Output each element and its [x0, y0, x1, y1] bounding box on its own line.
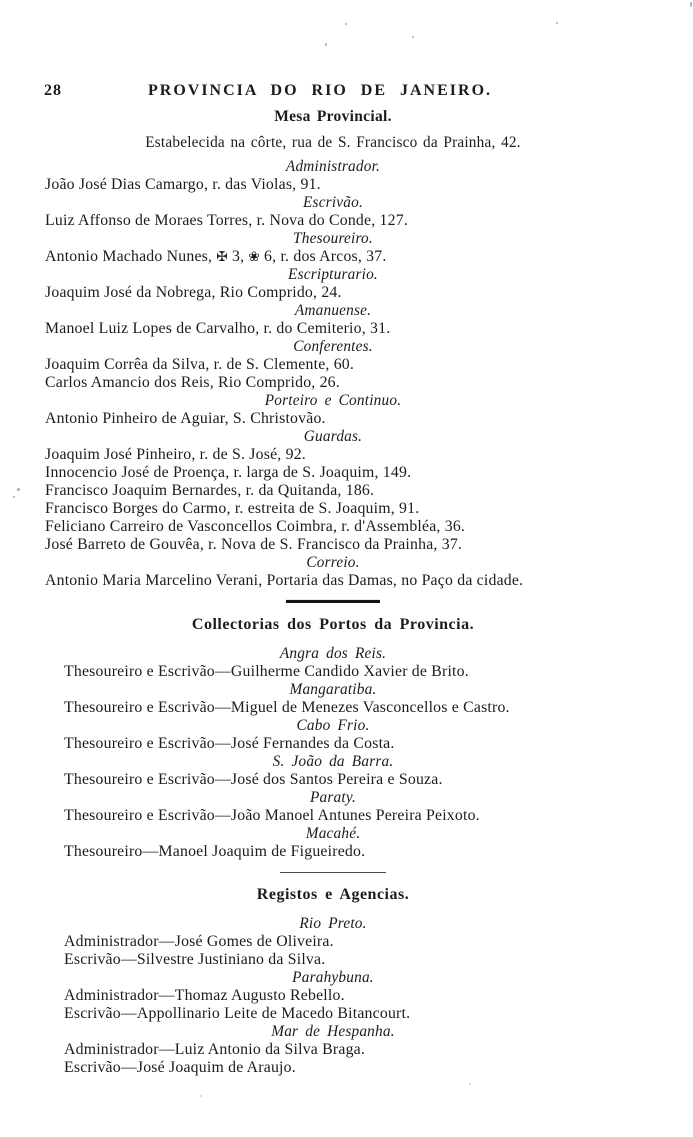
entry-line: Thesoureiro e Escrivão—José dos Santos Pereira e Souza. [64, 771, 443, 788]
entry-line: Thesoureiro e Escrivão—João Manoel Antunes Pereira Peixoto. [64, 807, 480, 824]
entry-line: Feliciano Carreiro de Vasconcellos Coimbra, r. d'Assembléa, 36. [45, 518, 466, 535]
entry-line: Joaquim Corrêa da Silva, r. de S. Clemente, 60. [45, 356, 355, 373]
role-heading: Guardas. [303, 428, 363, 445]
entry-line: Luiz Affonso de Moraes Torres, r. Nova do Conde, 127. [45, 212, 408, 229]
role-heading: Thesoureiro. [293, 230, 373, 247]
entry-line: José Barreto de Gouvêa, r. Nova de S. Francisco da Prainha, 37. [45, 536, 463, 553]
scan-speck [556, 22, 558, 24]
entry-line: Thesoureiro e Escrivão—Miguel de Menezes Vasconcellos e Castro. [64, 699, 510, 716]
scan-speck [345, 23, 347, 25]
entry-line: Thesoureiro e Escrivão—José Fernandes da Costa. [64, 735, 395, 752]
entry-text: 6, r. dos Arcos, 37. [259, 248, 387, 265]
role-heading: Amanuense. [294, 302, 372, 319]
entry-line: João José Dias Camargo, r. das Violas, 91. [45, 176, 321, 193]
section-heading: Mesa Provincial. [274, 108, 392, 125]
scan-speck [200, 1095, 202, 1097]
running-header-title: PROVINCIA DO RIO DE JANEIRO. [147, 82, 493, 99]
entry-line: Thesoureiro—Manoel Joaquim de Figueiredo. [64, 843, 366, 860]
scan-speck [13, 496, 15, 498]
role-heading: Administrador. [285, 158, 381, 175]
entry-line: Thesoureiro e Escrivão—Guilherme Candido Xavier de Brito. [64, 663, 469, 680]
document-body [28, 108, 638, 1077]
entry-line: Joaquim José Pinheiro, r. de S. José, 92. [45, 446, 306, 463]
entry-line: Antonio Pinheiro de Aguiar, S. Christovão. [45, 410, 326, 427]
place-heading: Cabo Frio. [296, 717, 370, 734]
entry-text: Antonio Machado Nunes, [45, 248, 217, 265]
scan-speck [412, 36, 414, 38]
entry-line: Escrivão—José Joaquim de Araujo. [64, 1059, 296, 1076]
role-heading: Porteiro e Continuo. [264, 392, 402, 409]
place-heading: S. João da Barra. [272, 753, 394, 770]
place-heading: Angra dos Reis. [279, 645, 387, 662]
scan-speck [469, 1083, 471, 1085]
section-heading: Registos e Agencias. [256, 886, 410, 903]
place-heading: Mangaratiba. [289, 681, 377, 698]
section-heading: Collectorias dos Portos da Provincia. [191, 616, 475, 633]
entry-line: Carlos Amancio dos Reis, Rio Comprido, 26. [45, 374, 340, 391]
entry-line: Francisco Borges do Carmo, r. estreita de S. Joaquim, 91. [45, 500, 420, 517]
role-heading: Correio. [306, 554, 360, 571]
entry-line: Antonio Maria Marcelino Verani, Portaria das Damas, no Paço da cidade. [45, 572, 524, 589]
intro-line: Estabelecida na côrte, rua de S. Francisco da Prainha, 42. [145, 134, 521, 151]
entry-line: Innocencio José de Proença, r. larga de S. Joaquim, 149. [45, 464, 412, 481]
entry-line: Joaquim José da Nobrega, Rio Comprido, 24. [45, 284, 342, 301]
entry-line: Administrador—Luiz Antonio da Silva Braga. [64, 1041, 366, 1058]
role-heading: Conferentes. [293, 338, 373, 355]
role-heading: Escripturario. [288, 266, 378, 283]
entry-line: Manoel Luiz Lopes de Carvalho, r. do Cemiterio, 31. [45, 320, 391, 337]
entry-line: Escrivão—Appollinario Leite de Macedo Bitancourt. [64, 1005, 411, 1022]
page-number: 28 [44, 82, 62, 99]
place-heading: Parahybuna. [292, 969, 374, 986]
entry-text: 3, [227, 248, 249, 265]
entry-line [28, 248, 638, 266]
order-of-the-rose-icon: ❀ [248, 249, 260, 265]
section-divider [280, 872, 386, 873]
place-heading: Macahé. [305, 825, 361, 842]
page-header [0, 82, 693, 104]
place-heading: Rio Preto. [299, 915, 367, 932]
scan-speck [325, 43, 327, 46]
entry-line: Administrador—Thomaz Augusto Rebello. [64, 987, 345, 1004]
section-divider [286, 599, 380, 603]
role-heading: Escrivão. [303, 194, 363, 211]
scan-speck [17, 488, 20, 491]
entry-line: Administrador—José Gomes de Oliveira. [64, 933, 334, 950]
place-heading: Mar de Hespanha. [271, 1023, 395, 1040]
scan-speck [690, 2, 692, 7]
order-of-christ-cross-icon: ✠ [216, 249, 228, 265]
entry-line: Francisco Joaquim Bernardes, r. da Quitanda, 186. [45, 482, 375, 499]
place-heading: Paraty. [309, 789, 356, 806]
entry-line: Escrivão—Silvestre Justiniano da Silva. [64, 951, 326, 968]
